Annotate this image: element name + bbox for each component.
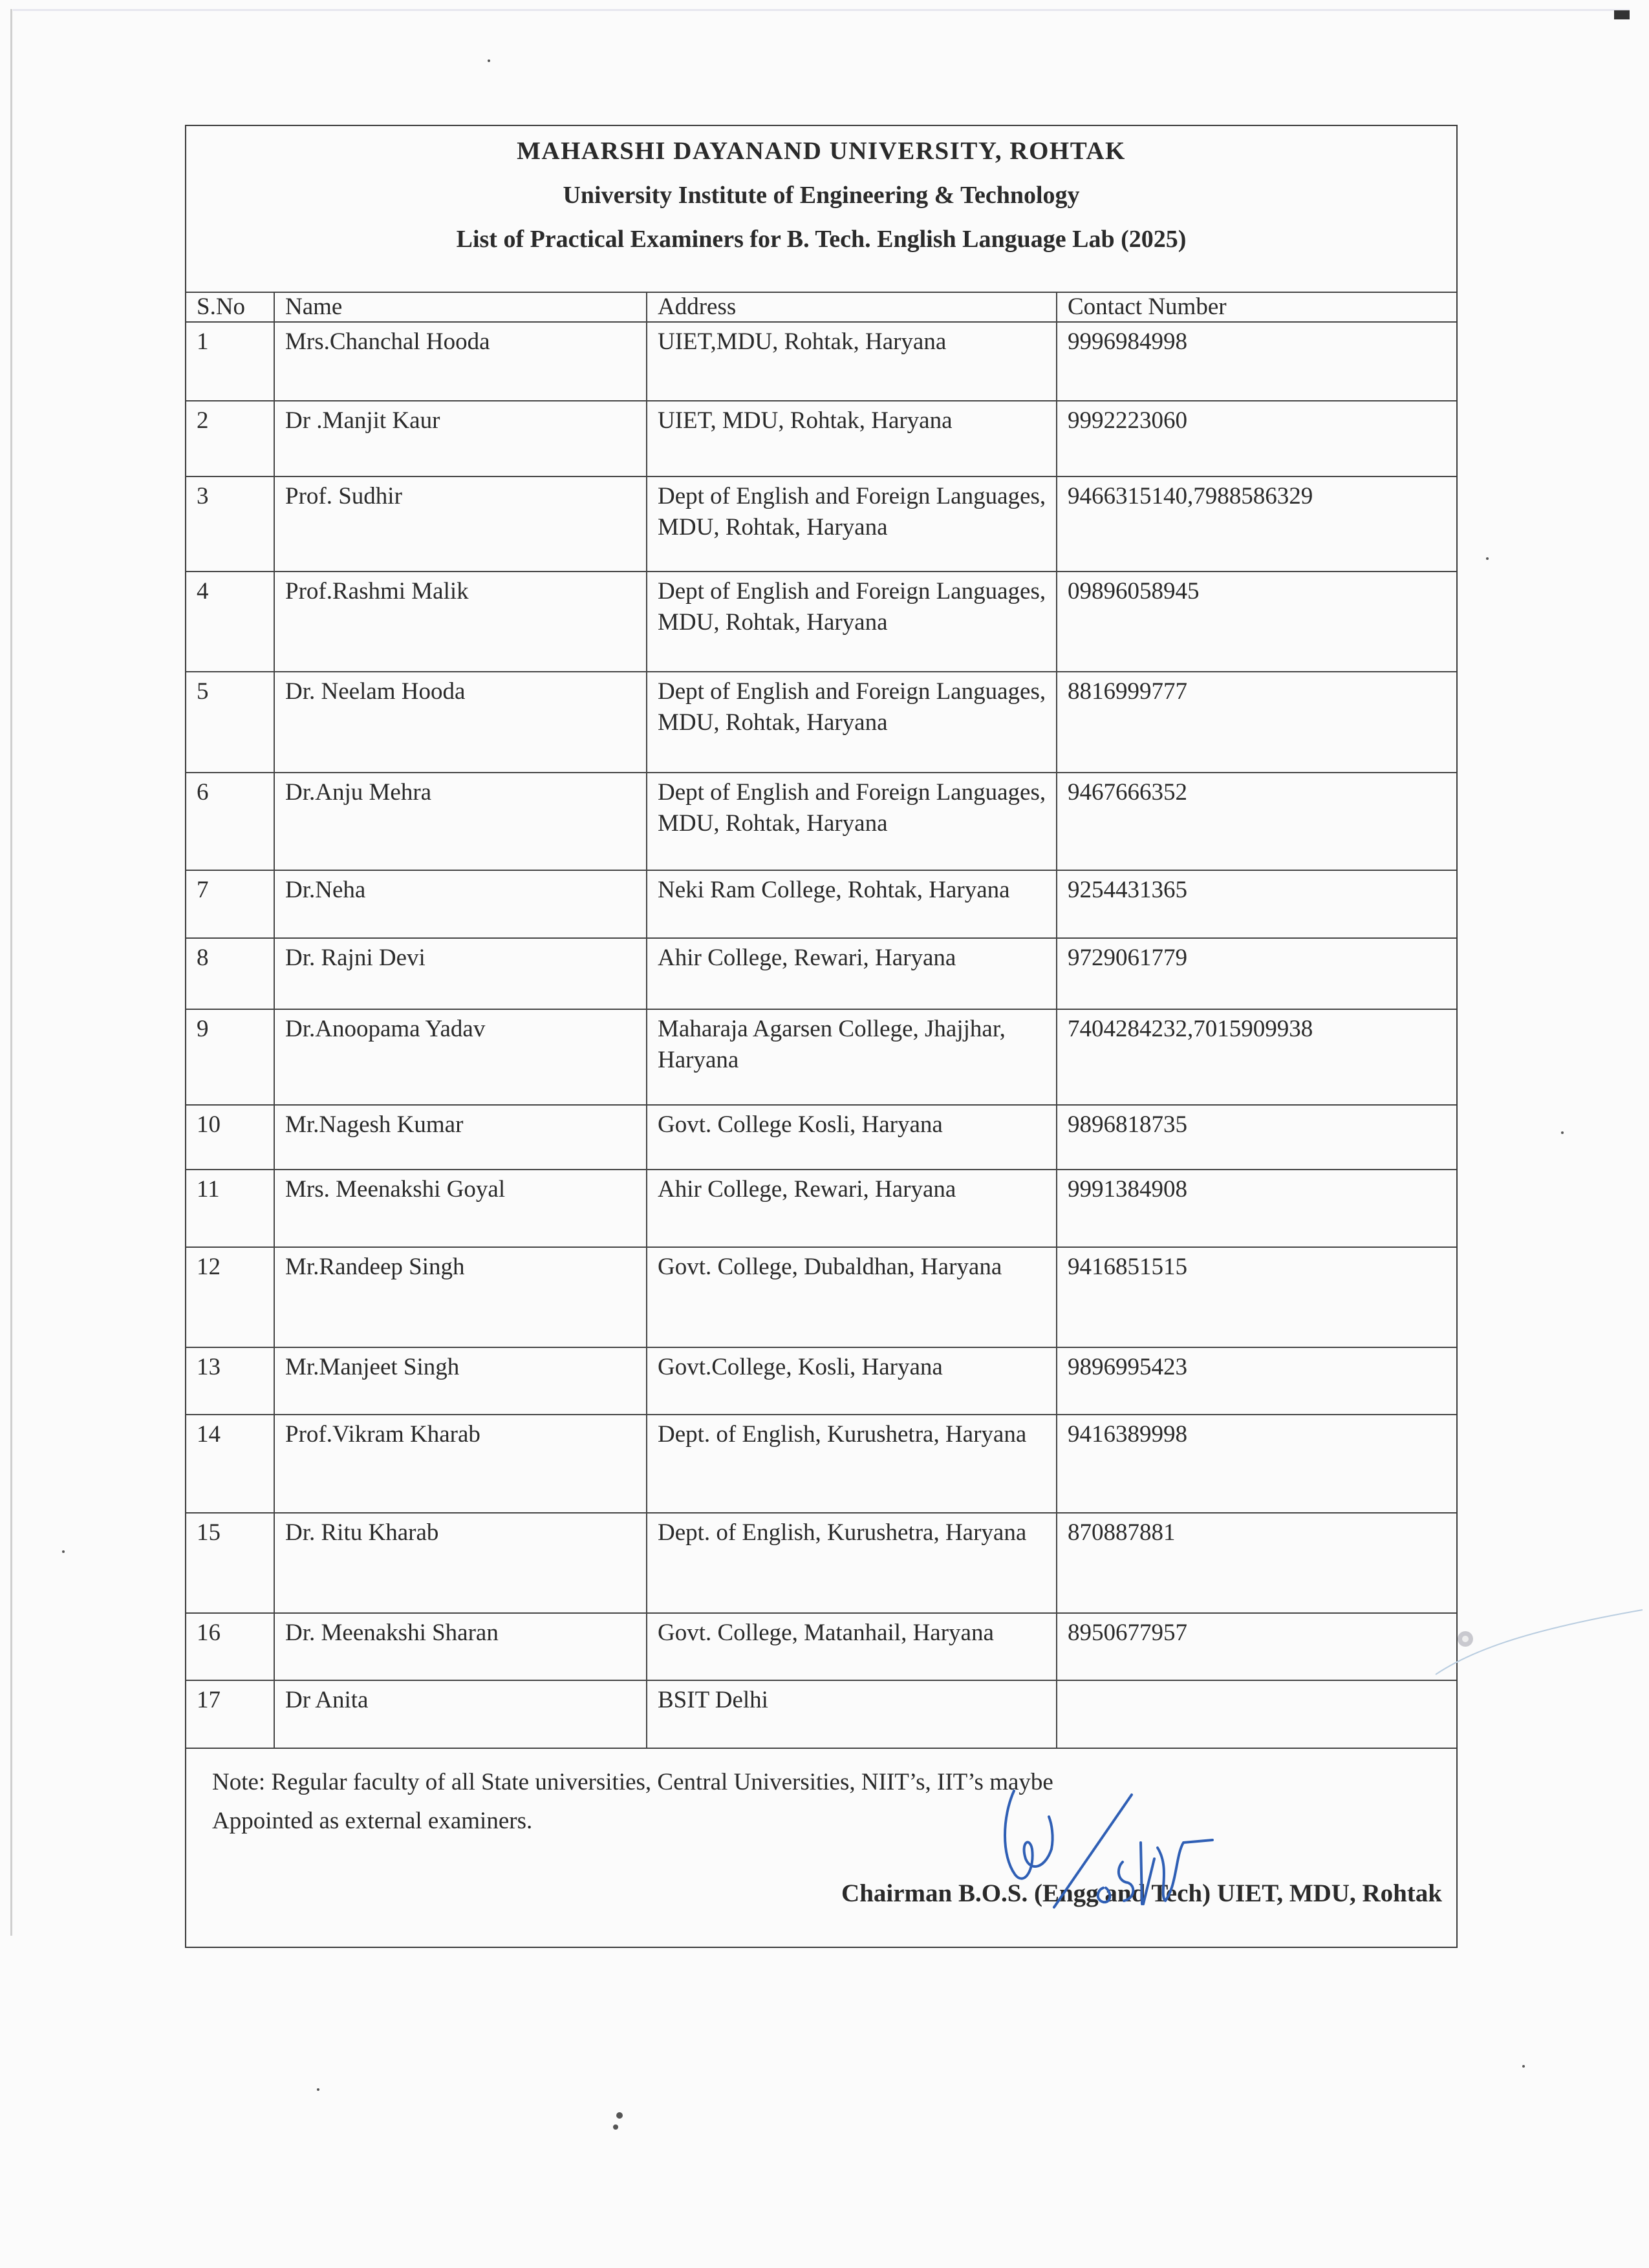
list-title: List of Practical Examiners for B. Tech. English Language Lab (2025) <box>456 226 1187 253</box>
name-cell: Dr. Meenakshi Sharan <box>274 1613 647 1680</box>
sno-cell: 4 <box>186 572 274 672</box>
sno-cell: 6 <box>186 773 274 870</box>
column-header-name: Name <box>274 292 647 322</box>
address-cell: BSIT Delhi <box>647 1680 1057 1748</box>
signatory-title: Chairman B.O.S. (Engg and Tech) UIET, MDU, Rohtak <box>841 1879 1442 1907</box>
sno-cell: 10 <box>186 1105 274 1170</box>
sno-cell: 9 <box>186 1009 274 1105</box>
address-cell: Govt. College Kosli, Haryana <box>647 1105 1057 1170</box>
university-name: MAHARSHI DAYANAND UNIVERSITY, ROHTAK <box>517 137 1126 165</box>
contact-cell: 9729061779 <box>1057 938 1456 1009</box>
address-cell: Dept of English and Foreign Languages, MDU, Rohtak, Haryana <box>647 572 1057 672</box>
address-cell: Neki Ram College, Rohtak, Haryana <box>647 870 1057 938</box>
contact-cell: 9992223060 <box>1057 401 1456 476</box>
contact-cell: 9254431365 <box>1057 870 1456 938</box>
name-cell: Dr.Anju Mehra <box>274 773 647 870</box>
name-cell: Prof. Sudhir <box>274 476 647 572</box>
contact-cell: 7404284232,7015909938 <box>1057 1009 1456 1105</box>
address-cell: Maharaja Agarsen College, Jhajjhar, Haryana <box>647 1009 1057 1105</box>
sno-cell: 17 <box>186 1680 274 1748</box>
name-cell: Mr.Nagesh Kumar <box>274 1105 647 1170</box>
name-cell: Dr.Anoopama Yadav <box>274 1009 647 1105</box>
sno-cell: 5 <box>186 672 274 773</box>
note-line-1: Note: Regular faculty of all State universities, Central Universities, NIIT’s, IIT’s maybe <box>212 1769 1053 1795</box>
address-cell: UIET, MDU, Rohtak, Haryana <box>647 401 1057 476</box>
address-cell: Ahir College, Rewari, Haryana <box>647 938 1057 1009</box>
sno-cell: 1 <box>186 322 274 401</box>
contact-cell: 9416851515 <box>1057 1247 1456 1347</box>
address-cell: Govt. College, Dubaldhan, Haryana <box>647 1247 1057 1347</box>
address-cell: Ahir College, Rewari, Haryana <box>647 1170 1057 1247</box>
sno-cell: 3 <box>186 476 274 572</box>
sno-cell: 8 <box>186 938 274 1009</box>
column-header-sno: S.No <box>186 292 274 322</box>
contact-cell: 870887881 <box>1057 1513 1456 1613</box>
sno-cell: 14 <box>186 1415 274 1513</box>
sno-cell: 12 <box>186 1247 274 1347</box>
contact-cell: 9991384908 <box>1057 1170 1456 1247</box>
name-cell: Dr .Manjit Kaur <box>274 401 647 476</box>
address-cell: Dept of English and Foreign Languages, MDU, Rohtak, Haryana <box>647 773 1057 870</box>
contact-cell: 9416389998 <box>1057 1415 1456 1513</box>
name-cell: Mr.Randeep Singh <box>274 1247 647 1347</box>
institute-name: University Institute of Engineering & Technology <box>563 182 1080 209</box>
name-cell: Prof.Rashmi Malik <box>274 572 647 672</box>
sno-cell: 15 <box>186 1513 274 1613</box>
address-cell: Dept. of English, Kurushetra, Haryana <box>647 1513 1057 1613</box>
address-cell: Dept of English and Foreign Languages, MDU, Rohtak, Haryana <box>647 672 1057 773</box>
sno-cell: 7 <box>186 870 274 938</box>
column-header-contact: Contact Number <box>1057 292 1456 322</box>
contact-cell: 9467666352 <box>1057 773 1456 870</box>
contact-cell: 9896818735 <box>1057 1105 1456 1170</box>
column-header-address: Address <box>647 292 1057 322</box>
name-cell: Dr. Ritu Kharab <box>274 1513 647 1613</box>
address-cell: Govt.College, Kosli, Haryana <box>647 1347 1057 1415</box>
contact-cell: 9896995423 <box>1057 1347 1456 1415</box>
address-cell: Govt. College, Matanhail, Haryana <box>647 1613 1057 1680</box>
name-cell: Mrs. Meenakshi Goyal <box>274 1170 647 1247</box>
note-line-2: Appointed as external examiners. <box>212 1808 533 1834</box>
name-cell: Mr.Manjeet Singh <box>274 1347 647 1415</box>
sno-cell: 13 <box>186 1347 274 1415</box>
name-cell: Prof.Vikram Kharab <box>274 1415 647 1513</box>
sno-cell: 2 <box>186 401 274 476</box>
name-cell: Dr Anita <box>274 1680 647 1748</box>
name-cell: Dr. Neelam Hooda <box>274 672 647 773</box>
address-cell: Dept. of English, Kurushetra, Haryana <box>647 1415 1057 1513</box>
address-cell: UIET,MDU, Rohtak, Haryana <box>647 322 1057 401</box>
name-cell: Dr.Neha <box>274 870 647 938</box>
name-cell: Dr. Rajni Devi <box>274 938 647 1009</box>
contact-cell: 8950677957 <box>1057 1613 1456 1680</box>
sno-cell: 11 <box>186 1170 274 1247</box>
name-cell: Mrs.Chanchal Hooda <box>274 322 647 401</box>
contact-cell: 9466315140,7988586329 <box>1057 476 1456 572</box>
contact-cell: 8816999777 <box>1057 672 1456 773</box>
contact-cell: 9996984998 <box>1057 322 1456 401</box>
sno-cell: 16 <box>186 1613 274 1680</box>
contact-cell: 09896058945 <box>1057 572 1456 672</box>
address-cell: Dept of English and Foreign Languages, MDU, Rohtak, Haryana <box>647 476 1057 572</box>
